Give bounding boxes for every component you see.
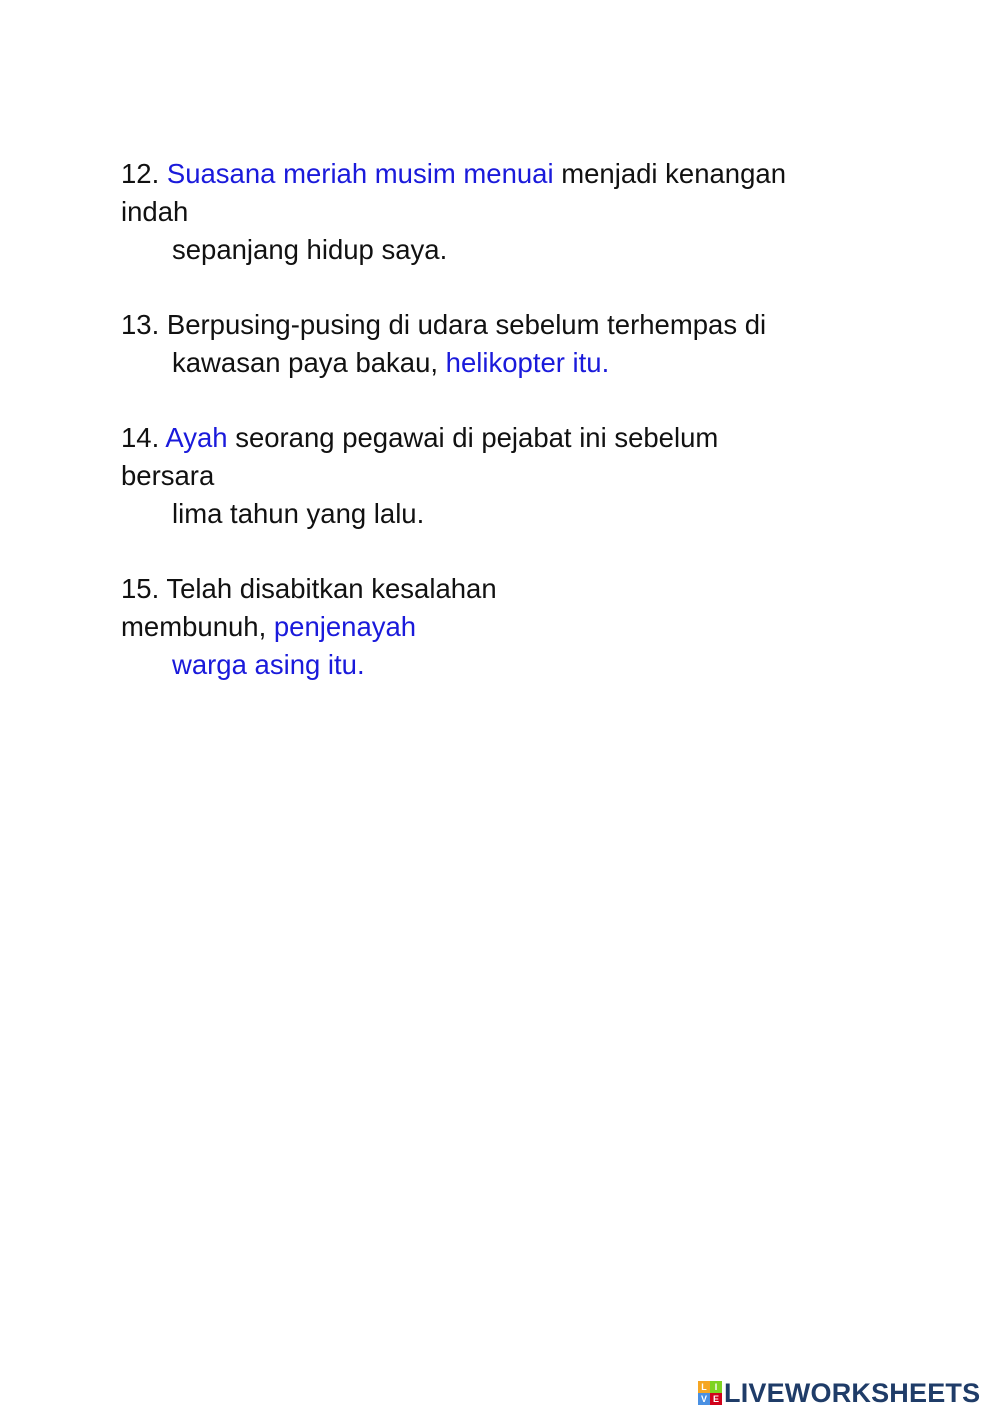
question-14	[121, 419, 881, 533]
logo-mark-icon	[698, 1381, 722, 1405]
question-15	[121, 570, 881, 684]
logo-text: LIVEWORKSHEETS	[724, 1377, 981, 1408]
question-number: 12.	[121, 158, 160, 189]
sentence-indent-line: lima tahun yang lalu.	[172, 498, 425, 529]
question-number: 15.	[121, 573, 160, 604]
sentence-text: menjadi kenangan	[561, 158, 786, 189]
logo-letter: V	[698, 1393, 710, 1405]
logo-letter: E	[710, 1393, 722, 1405]
sentence-wrap: indah	[121, 196, 189, 227]
question-12	[121, 155, 881, 269]
question-number: 14.	[121, 422, 160, 453]
highlighted-phrase[interactable]: penjenayah	[273, 611, 417, 642]
question-13	[121, 306, 881, 382]
highlighted-phrase[interactable]: Ayah	[165, 422, 228, 453]
question-15-line-2	[121, 608, 881, 646]
sentence-text: kawasan paya bakau,	[172, 347, 439, 378]
logo-letter: L	[698, 1381, 710, 1393]
logo-letter: I	[710, 1381, 722, 1393]
sentence-wrap: bersara	[121, 460, 215, 491]
question-13-line-1	[121, 306, 881, 344]
question-15-line-1	[121, 570, 881, 608]
worksheet-body	[121, 155, 881, 721]
sentence-text: seorang pegawai di pejabat ini sebelum	[235, 422, 719, 453]
highlighted-phrase[interactable]: warga asing itu.	[172, 649, 365, 680]
sentence-indent-line: sepanjang hidup saya.	[172, 234, 448, 265]
sentence-text: Berpusing-pusing di udara sebelum terhempas di	[166, 309, 767, 340]
highlighted-phrase[interactable]: helikopter itu.	[445, 347, 610, 378]
question-12-line-1	[121, 155, 881, 193]
sentence-text: membunuh,	[121, 611, 267, 642]
question-14-line-1	[121, 419, 881, 457]
sentence-text: Telah disabitkan kesalahan	[166, 573, 497, 604]
liveworksheets-logo[interactable]	[698, 1378, 980, 1408]
question-number: 13.	[121, 309, 160, 340]
question-13-line-2	[121, 344, 881, 382]
highlighted-phrase[interactable]: Suasana meriah musim menuai	[166, 158, 554, 189]
